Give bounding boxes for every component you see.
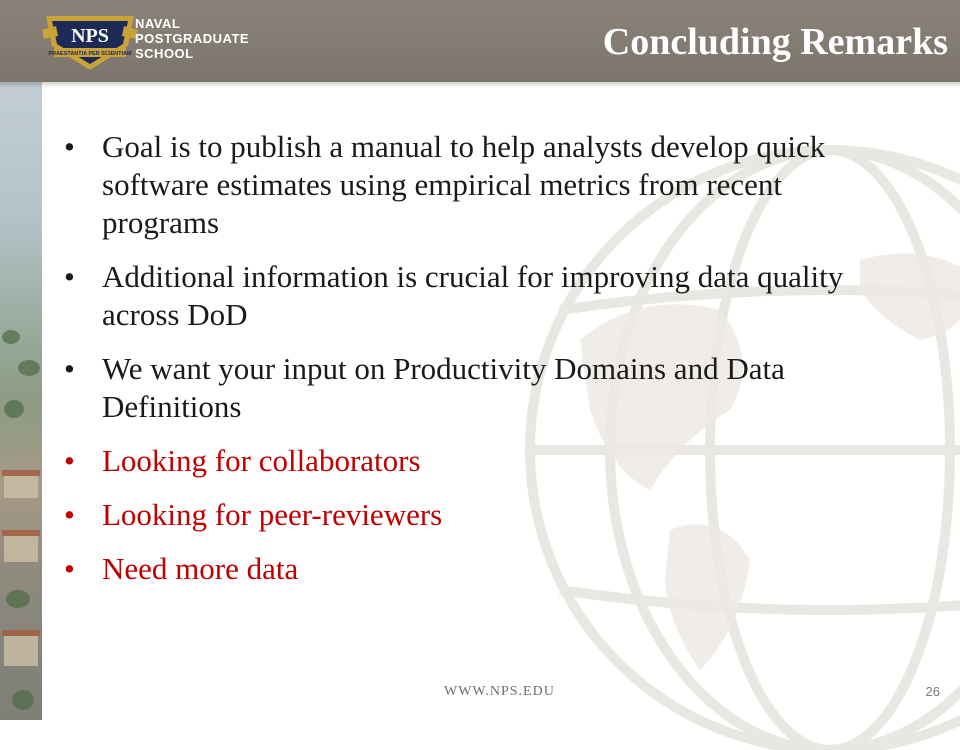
bullet-item xyxy=(62,442,902,480)
bullet-text: Goal is to publish a manual to help analysts develop quick software estimates using empirical metrics from recent programs xyxy=(102,129,826,240)
bullet-item xyxy=(62,550,902,588)
bullet-item xyxy=(62,496,902,534)
school-name xyxy=(135,16,249,61)
bullet-dot: • xyxy=(64,443,75,478)
campus-photo-strip xyxy=(0,0,42,720)
bullet-text: Looking for peer-reviewers xyxy=(102,497,443,532)
school-line-1: NAVAL xyxy=(135,16,181,31)
header-shadow xyxy=(0,82,960,88)
logo-motto: PRAESTANTIA PER SCIENTIAM xyxy=(48,51,132,57)
school-line-2: POSTGRADUATE xyxy=(135,31,250,46)
slide-title: Concluding Remarks xyxy=(602,21,948,63)
bullet-text: Additional information is crucial for improving data quality across DoD xyxy=(102,259,844,332)
bullet-text: Need more data xyxy=(102,551,299,586)
bullet-dot: • xyxy=(64,551,75,586)
footer-url: WWW.NPS.EDU xyxy=(444,684,555,699)
bullet-item xyxy=(62,258,902,334)
bullet-dot: • xyxy=(64,129,75,164)
bullet-text: Looking for collaborators xyxy=(102,443,421,478)
bullet-item xyxy=(62,128,902,242)
bullet-item xyxy=(62,350,902,426)
bullet-dot: • xyxy=(64,351,75,386)
logo-text: NPS xyxy=(71,25,109,47)
bullet-dot: • xyxy=(64,259,75,294)
page-number: 26 xyxy=(925,684,940,699)
bullet-dot: • xyxy=(64,497,75,532)
bullet-list xyxy=(62,128,902,604)
nps-logo xyxy=(40,6,140,74)
school-line-3: SCHOOL xyxy=(135,46,194,61)
bullet-text: We want your input on Productivity Domains and Data Definitions xyxy=(102,351,785,424)
